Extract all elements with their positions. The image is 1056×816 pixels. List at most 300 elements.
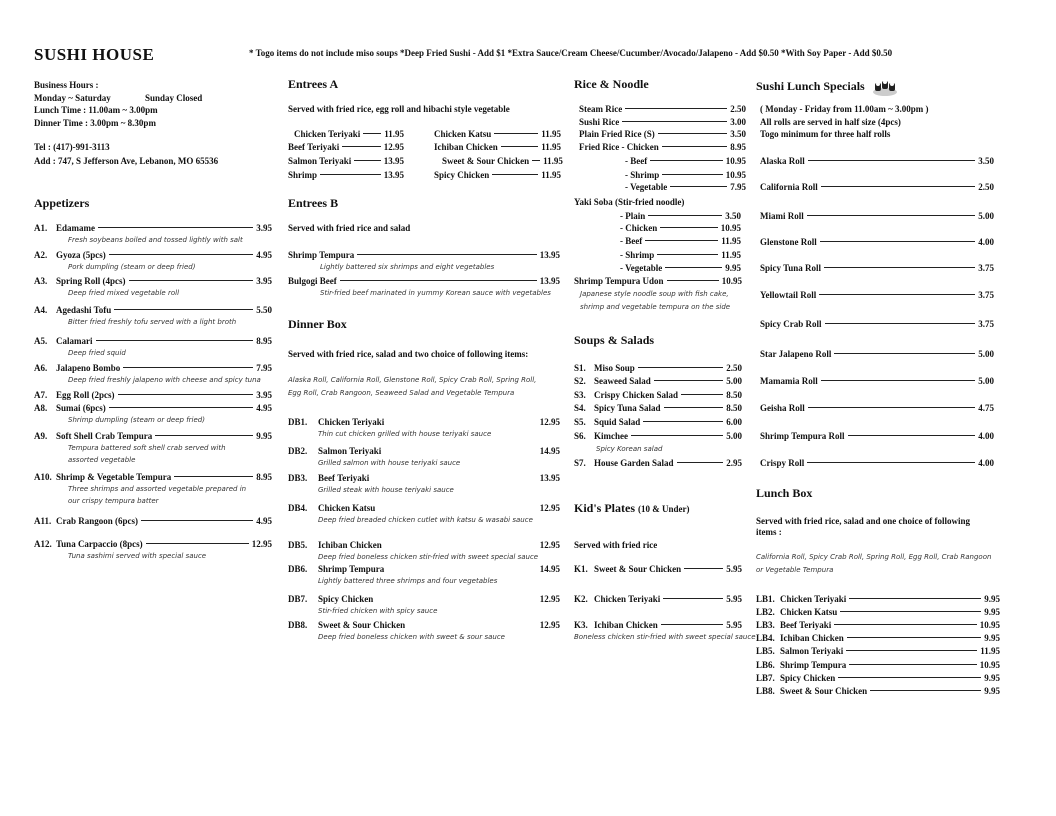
item-name: Chicken Katsu xyxy=(434,129,492,139)
price-leader xyxy=(820,241,975,242)
price-leader xyxy=(657,254,718,255)
item-description: shrimp and vegetable tempura on the side xyxy=(580,303,731,311)
item-price: 9.95 xyxy=(984,686,1000,696)
item-code: DB8. xyxy=(288,620,308,630)
item-code: LB6. xyxy=(756,660,775,670)
address: Add : 747, S Jefferson Ave, Lebanon, MO 65536 xyxy=(34,156,219,166)
menu-item-row xyxy=(34,539,272,549)
item-code: DB1. xyxy=(288,417,308,427)
weekdays-hours: Monday ~ Saturday xyxy=(34,93,111,103)
item-name: Spicy Crab Roll xyxy=(760,319,822,329)
item-name: - Beef xyxy=(620,236,643,246)
price-leader xyxy=(681,394,723,395)
price-leader xyxy=(849,664,976,665)
item-price: 12.95 xyxy=(539,540,560,550)
item-price: 11.95 xyxy=(721,236,741,246)
item-price: 10.95 xyxy=(979,620,1000,630)
price-leader xyxy=(109,407,253,408)
item-price: 13.95 xyxy=(383,170,404,180)
item-code: LB7. xyxy=(756,673,775,683)
menu-item-row xyxy=(288,156,404,166)
item-name: Soft Shell Crab Tempura xyxy=(56,431,153,441)
price-leader xyxy=(654,380,723,381)
item-name: - Shrimp xyxy=(625,170,660,180)
item-code: LB5. xyxy=(756,646,775,656)
item-name: - Beef xyxy=(625,156,648,166)
entrees-a-heading: Entrees A xyxy=(288,77,339,91)
menu-item-row xyxy=(620,211,741,221)
item-name: Sweet & Sour Chicken xyxy=(318,620,406,630)
menu-item-row xyxy=(760,211,994,221)
menu-item-row xyxy=(579,129,746,139)
menu-item-row xyxy=(756,660,1000,670)
item-name: Ichiban Chicken xyxy=(780,633,844,643)
price-leader xyxy=(661,624,723,625)
item-price: 10.95 xyxy=(720,223,741,233)
item-name: - Chicken xyxy=(620,223,658,233)
menu-item-row xyxy=(574,403,742,413)
item-name: Chicken Katsu xyxy=(318,503,376,513)
menu-item-row xyxy=(34,305,272,315)
item-price: 4.95 xyxy=(256,516,272,526)
item-code: DB5. xyxy=(288,540,308,550)
menu-item-row xyxy=(625,170,746,180)
item-price: 12.95 xyxy=(539,620,560,630)
menu-item-row xyxy=(760,431,994,441)
menu-item-row xyxy=(34,276,272,286)
item-description: Lightly battered six shrimps and eight vegetables xyxy=(320,263,495,271)
item-price: 3.75 xyxy=(978,290,994,300)
menu-item-row xyxy=(34,336,272,346)
menu-item-row xyxy=(34,431,272,441)
menu-item-row xyxy=(434,142,561,152)
item-name: Spicy Chicken xyxy=(780,673,836,683)
item-name: Calamari xyxy=(56,336,93,346)
price-leader xyxy=(665,267,722,268)
item-description: Grilled salmon with house teriyaki sauce xyxy=(318,459,461,467)
item-name: Edamame xyxy=(56,223,95,233)
price-leader xyxy=(320,174,381,175)
menu-item-row xyxy=(756,620,1000,630)
sunday-hours: Sunday Closed xyxy=(145,93,203,103)
menu-item-row xyxy=(288,276,560,286)
item-description: Stir-fried beef marinated in yummy Korean sauce with vegetables xyxy=(320,289,551,297)
menu-item-row xyxy=(442,156,561,166)
item-name: Spicy Chicken xyxy=(434,170,490,180)
item-code: LB4. xyxy=(756,633,775,643)
price-leader xyxy=(96,340,254,341)
hours-label: Business Hours : xyxy=(34,80,99,90)
item-price: 3.95 xyxy=(256,276,272,286)
price-leader xyxy=(638,367,723,368)
price-leader xyxy=(838,677,981,678)
item-name: Spicy Tuna Salad xyxy=(594,403,661,413)
item-price: 9.95 xyxy=(984,673,1000,683)
item-price: 13.95 xyxy=(539,473,560,483)
item-name: Plain Fried Rice (S) xyxy=(579,129,655,139)
item-price: 9.95 xyxy=(725,263,741,273)
item-price: 5.95 xyxy=(726,594,742,604)
item-code: A7. xyxy=(34,390,48,400)
price-leader xyxy=(819,294,975,295)
menu-item-row xyxy=(574,620,742,630)
item-description: Bitter fried freshly tofu served with a light broth xyxy=(68,318,237,326)
sushi-lunch-togo: Togo minimum for three half rolls xyxy=(760,129,891,139)
item-name: Gyoza (5pcs) xyxy=(56,250,106,260)
menu-item-row xyxy=(760,319,994,329)
menu-item-row xyxy=(574,458,742,468)
item-code: A6. xyxy=(34,363,48,373)
price-leader xyxy=(847,637,981,638)
price-leader xyxy=(677,462,724,463)
price-leader xyxy=(684,568,723,569)
kids-plates-heading xyxy=(574,501,690,516)
item-code: DB2. xyxy=(288,446,308,456)
menu-item-row xyxy=(760,263,994,273)
item-code: DB7. xyxy=(288,594,308,604)
item-name: Sumai (6pcs) xyxy=(56,403,106,413)
item-code: A3. xyxy=(34,276,48,286)
item-description: Shrimp dumpling (steam or deep fried) xyxy=(68,416,205,424)
item-code: LB8. xyxy=(756,686,775,696)
item-name: - Vegetable xyxy=(625,182,668,192)
yaki-soba-label: Yaki Soba (Stir-fried noodle) xyxy=(574,197,685,207)
item-name: Spring Roll (4pcs) xyxy=(56,276,126,286)
menu-item-row xyxy=(760,156,994,166)
price-leader xyxy=(494,133,538,134)
item-price: 14.95 xyxy=(539,564,560,574)
item-description: Deep fried breaded chicken cutlet with katsu & wasabi sauce xyxy=(318,516,533,524)
dinner-box-subtitle: Served with fried rice, salad and two choice of following items: xyxy=(288,349,529,359)
dinner-box-choices-2: Egg Roll, Crab Rangoon, Seaweed Salad and Vegetable Tempura xyxy=(288,389,515,397)
kids-age-note: (10 & Under) xyxy=(638,504,690,514)
item-price: 4.00 xyxy=(978,431,994,441)
item-name: Alaska Roll xyxy=(760,156,805,166)
item-name: Yellowtail Roll xyxy=(760,290,817,300)
item-code: A10. xyxy=(34,472,52,482)
item-code: S2. xyxy=(574,376,586,386)
price-leader xyxy=(146,543,249,544)
price-leader xyxy=(357,254,536,255)
item-price: 2.50 xyxy=(978,182,994,192)
item-name: Shrimp & Vegetable Tempura xyxy=(56,472,172,482)
item-price: 3.50 xyxy=(978,156,994,166)
item-name: Beef Teriyaki xyxy=(780,620,832,630)
price-leader xyxy=(98,227,253,228)
menu-item-row xyxy=(574,564,742,574)
price-leader xyxy=(662,174,722,175)
item-name: Jalapeno Bombo xyxy=(56,363,121,373)
price-leader xyxy=(807,215,976,216)
item-name: Salmon Teriyaki xyxy=(318,446,382,456)
menu-item-row xyxy=(574,363,742,373)
menu-item-row xyxy=(620,263,741,273)
price-leader xyxy=(492,174,538,175)
menu-item-row xyxy=(34,390,272,400)
item-code: A8. xyxy=(34,403,48,413)
item-description: Thin cut chicken grilled with house teriyaki sauce xyxy=(318,430,492,438)
item-description: Tuna sashimi served with special sauce xyxy=(68,552,207,560)
item-description: Spicy Korean salad xyxy=(596,445,663,453)
menu-item-row xyxy=(288,540,560,550)
item-price: 10.95 xyxy=(725,156,746,166)
item-name: Steam Rice xyxy=(579,104,623,114)
item-price: 2.50 xyxy=(730,104,746,114)
menu-item-row xyxy=(288,250,560,260)
item-name: Chicken Teriyaki xyxy=(294,129,361,139)
page-title: SUSHI HOUSE xyxy=(34,45,155,64)
menu-item-row xyxy=(574,390,742,400)
item-price: 11.95 xyxy=(541,129,561,139)
item-price: 9.95 xyxy=(984,633,1000,643)
item-name: Ichiban Chicken xyxy=(434,142,498,152)
price-leader xyxy=(848,435,976,436)
item-description: Japanese style noodle soup with fish cake, xyxy=(580,290,729,298)
item-price: 8.95 xyxy=(730,142,746,152)
appetizers-heading: Appetizers xyxy=(34,196,90,210)
item-name: Glenstone Roll xyxy=(760,237,817,247)
menu-item-row xyxy=(756,646,1000,656)
item-description: Tempura battered soft shell crab served with xyxy=(68,444,226,452)
item-price: 10.95 xyxy=(979,660,1000,670)
item-price: 13.95 xyxy=(383,156,404,166)
item-name: Sweet & Sour Chicken xyxy=(594,564,682,574)
menu-item-row xyxy=(288,417,560,427)
price-leader xyxy=(667,280,719,281)
item-name: Shrimp Tempura Roll xyxy=(760,431,845,441)
phone-number: Tel : (417)-991-3113 xyxy=(34,142,110,152)
item-name: - Shrimp xyxy=(620,250,655,260)
menu-item-row xyxy=(756,633,1000,643)
price-leader xyxy=(807,462,975,463)
item-code: A11. xyxy=(34,516,52,526)
menu-item-row xyxy=(288,594,560,604)
price-leader xyxy=(625,108,727,109)
menu-item-row xyxy=(34,250,272,260)
item-name: Sushi Rice xyxy=(579,117,620,127)
menu-item-row xyxy=(34,472,272,482)
item-name: - Plain xyxy=(620,211,646,221)
menu-item-row xyxy=(620,223,741,233)
item-price: 5.00 xyxy=(726,431,742,441)
price-leader xyxy=(808,160,975,161)
price-leader xyxy=(340,280,537,281)
price-leader xyxy=(174,476,253,477)
menu-item-row xyxy=(34,403,272,413)
item-code: K2. xyxy=(574,594,588,604)
price-leader xyxy=(662,146,728,147)
menu-item-row xyxy=(34,223,272,233)
item-name: Sweet & Sour Chicken xyxy=(442,156,530,166)
item-name: Egg Roll (2pcs) xyxy=(56,390,115,400)
item-description: Deep fried freshly jalapeno with cheese and spicy tuna xyxy=(68,376,261,384)
item-price: 11.95 xyxy=(721,250,741,260)
item-name: Beef Teriyaki xyxy=(318,473,370,483)
item-price: 4.95 xyxy=(256,250,272,260)
item-price: 12.95 xyxy=(539,594,560,604)
price-leader xyxy=(129,280,254,281)
item-name: Spicy Chicken xyxy=(318,594,374,604)
entrees-b-subtitle: Served with fried rice and salad xyxy=(288,223,411,233)
price-leader xyxy=(825,323,976,324)
menu-item-row xyxy=(574,376,742,386)
price-leader xyxy=(663,598,723,599)
item-price: 7.95 xyxy=(730,182,746,192)
price-leader xyxy=(342,146,381,147)
item-description: Deep fried boneless chicken with sweet & sour sauce xyxy=(318,633,505,641)
item-price: 2.50 xyxy=(726,363,742,373)
sushi-icon xyxy=(872,77,898,97)
menu-item-row xyxy=(760,458,994,468)
item-name: Salmon Teriyaki xyxy=(288,156,352,166)
item-description: Deep fried squid xyxy=(68,349,126,357)
item-price: 3.00 xyxy=(730,117,746,127)
item-code: DB3. xyxy=(288,473,308,483)
item-code: K1. xyxy=(574,564,588,574)
soups-salads-heading: Soups & Salads xyxy=(574,333,655,347)
menu-item-row xyxy=(288,503,560,513)
price-leader xyxy=(648,215,722,216)
kids-subtitle: Served with fried rice xyxy=(574,540,658,550)
item-name: Miso Soup xyxy=(594,363,635,373)
item-code: A12. xyxy=(34,539,52,549)
item-name: Crispy Roll xyxy=(760,458,805,468)
item-name: Shrimp Tempura Udon xyxy=(574,276,664,286)
item-code: S6. xyxy=(574,431,586,441)
price-leader xyxy=(821,186,976,187)
price-leader xyxy=(870,690,981,691)
dinner-box-heading: Dinner Box xyxy=(288,317,347,331)
menu-item-row xyxy=(756,594,1000,604)
menu-item-row xyxy=(625,156,746,166)
item-code: A2. xyxy=(34,250,48,260)
item-name: Chicken Teriyaki xyxy=(780,594,847,604)
item-name: Chicken Teriyaki xyxy=(318,417,385,427)
item-name: - Vegetable xyxy=(620,263,663,273)
item-name: California Roll xyxy=(760,182,818,192)
price-leader xyxy=(643,421,723,422)
item-price: 8.95 xyxy=(256,336,272,346)
menu-item-row xyxy=(294,129,404,139)
menu-item-row xyxy=(620,236,741,246)
item-name: Bulgogi Beef xyxy=(288,276,337,286)
menu-item-row xyxy=(34,516,272,526)
menu-item-row xyxy=(288,170,404,180)
item-price: 7.95 xyxy=(256,363,272,373)
price-leader xyxy=(114,309,253,310)
item-price: 12.95 xyxy=(383,142,404,152)
item-name: Fried Rice - Chicken xyxy=(579,142,659,152)
item-price: 9.95 xyxy=(256,431,272,441)
sushi-lunch-days: ( Monday - Friday from 11.00am ~ 3.00pm ) xyxy=(760,104,929,114)
price-leader xyxy=(670,186,727,187)
item-code: DB4. xyxy=(288,503,308,513)
menu-item-row xyxy=(288,620,560,630)
item-code: K3. xyxy=(574,620,588,630)
menu-item-row xyxy=(579,117,746,127)
item-price: 3.95 xyxy=(256,223,272,233)
menu-item-row xyxy=(288,564,560,574)
menu-item-row xyxy=(579,142,746,152)
item-name: Agedashi Tofu xyxy=(56,305,112,315)
price-leader xyxy=(118,394,254,395)
item-code: LB2. xyxy=(756,607,775,617)
item-price: 11.95 xyxy=(541,170,561,180)
price-leader xyxy=(846,650,977,651)
item-code: S3. xyxy=(574,390,586,400)
item-name: Kimchee xyxy=(594,431,628,441)
item-name: Star Jalapeno Roll xyxy=(760,349,832,359)
item-name: Seaweed Salad xyxy=(594,376,651,386)
menu-item-row xyxy=(434,170,561,180)
item-price: 3.95 xyxy=(256,390,272,400)
price-leader xyxy=(834,624,977,625)
item-code: S5. xyxy=(574,417,586,427)
item-name: Crab Rangoon (6pcs) xyxy=(56,516,139,526)
item-price: 2.95 xyxy=(726,458,742,468)
item-name: Sweet & Sour Chicken xyxy=(780,686,868,696)
item-description: Stir-fried chicken with spicy sauce xyxy=(318,607,438,615)
item-description: Deep fried mixed vegetable roll xyxy=(68,289,180,297)
item-name: Ichiban Chicken xyxy=(594,620,658,630)
menu-item-row xyxy=(574,431,742,441)
rice-noodle-heading: Rice & Noodle xyxy=(574,77,649,91)
item-price: 8.50 xyxy=(726,403,742,413)
lunch-hours: Lunch Time : 11.00am ~ 3.00pm xyxy=(34,105,158,115)
price-leader xyxy=(658,133,728,134)
item-price: 14.95 xyxy=(539,446,560,456)
item-price: 13.95 xyxy=(539,276,560,286)
menu-item-row xyxy=(625,182,746,192)
price-leader xyxy=(650,160,723,161)
lunch-box-choices: California Roll, Spicy Crab Roll, Spring Roll, Egg Roll, Crab Rangoon xyxy=(756,553,992,561)
price-leader xyxy=(622,121,727,122)
dinner-hours: Dinner Time : 3.00pm ~ 8.30pm xyxy=(34,118,156,128)
item-price: 4.00 xyxy=(978,237,994,247)
item-name: Mamamia Roll xyxy=(760,376,818,386)
item-code: S7. xyxy=(574,458,586,468)
price-leader xyxy=(123,367,253,368)
item-name: Shrimp xyxy=(288,170,318,180)
item-price: 9.95 xyxy=(984,594,1000,604)
sushi-lunch-title: Sushi Lunch Specials xyxy=(756,78,865,93)
menu-item-row xyxy=(760,182,994,192)
item-name: Squid Salad xyxy=(594,417,641,427)
item-price: 8.50 xyxy=(726,390,742,400)
item-price: 5.00 xyxy=(978,376,994,386)
item-name: Salmon Teriyaki xyxy=(780,646,844,656)
item-price: 3.50 xyxy=(725,211,741,221)
item-name: Beef Teriyaki xyxy=(288,142,340,152)
item-code: A5. xyxy=(34,336,48,346)
item-price: 12.95 xyxy=(539,417,560,427)
item-price: 5.00 xyxy=(726,376,742,386)
price-leader xyxy=(532,160,540,161)
price-leader xyxy=(849,598,981,599)
item-description: Grilled steak with house teriyaki sauce xyxy=(318,486,454,494)
item-name: Shrimp Tempura xyxy=(288,250,355,260)
price-leader xyxy=(824,267,975,268)
sushi-lunch-half: All rolls are served in half size (4pcs) xyxy=(760,117,901,127)
entrees-b-heading: Entrees B xyxy=(288,196,339,210)
item-price: 11.95 xyxy=(543,156,563,166)
item-code: A1. xyxy=(34,223,48,233)
item-name: Chicken Teriyaki xyxy=(594,594,661,604)
item-price: 8.95 xyxy=(256,472,272,482)
price-leader xyxy=(141,520,253,521)
item-price: 3.75 xyxy=(978,319,994,329)
item-name: Geisha Roll xyxy=(760,403,805,413)
